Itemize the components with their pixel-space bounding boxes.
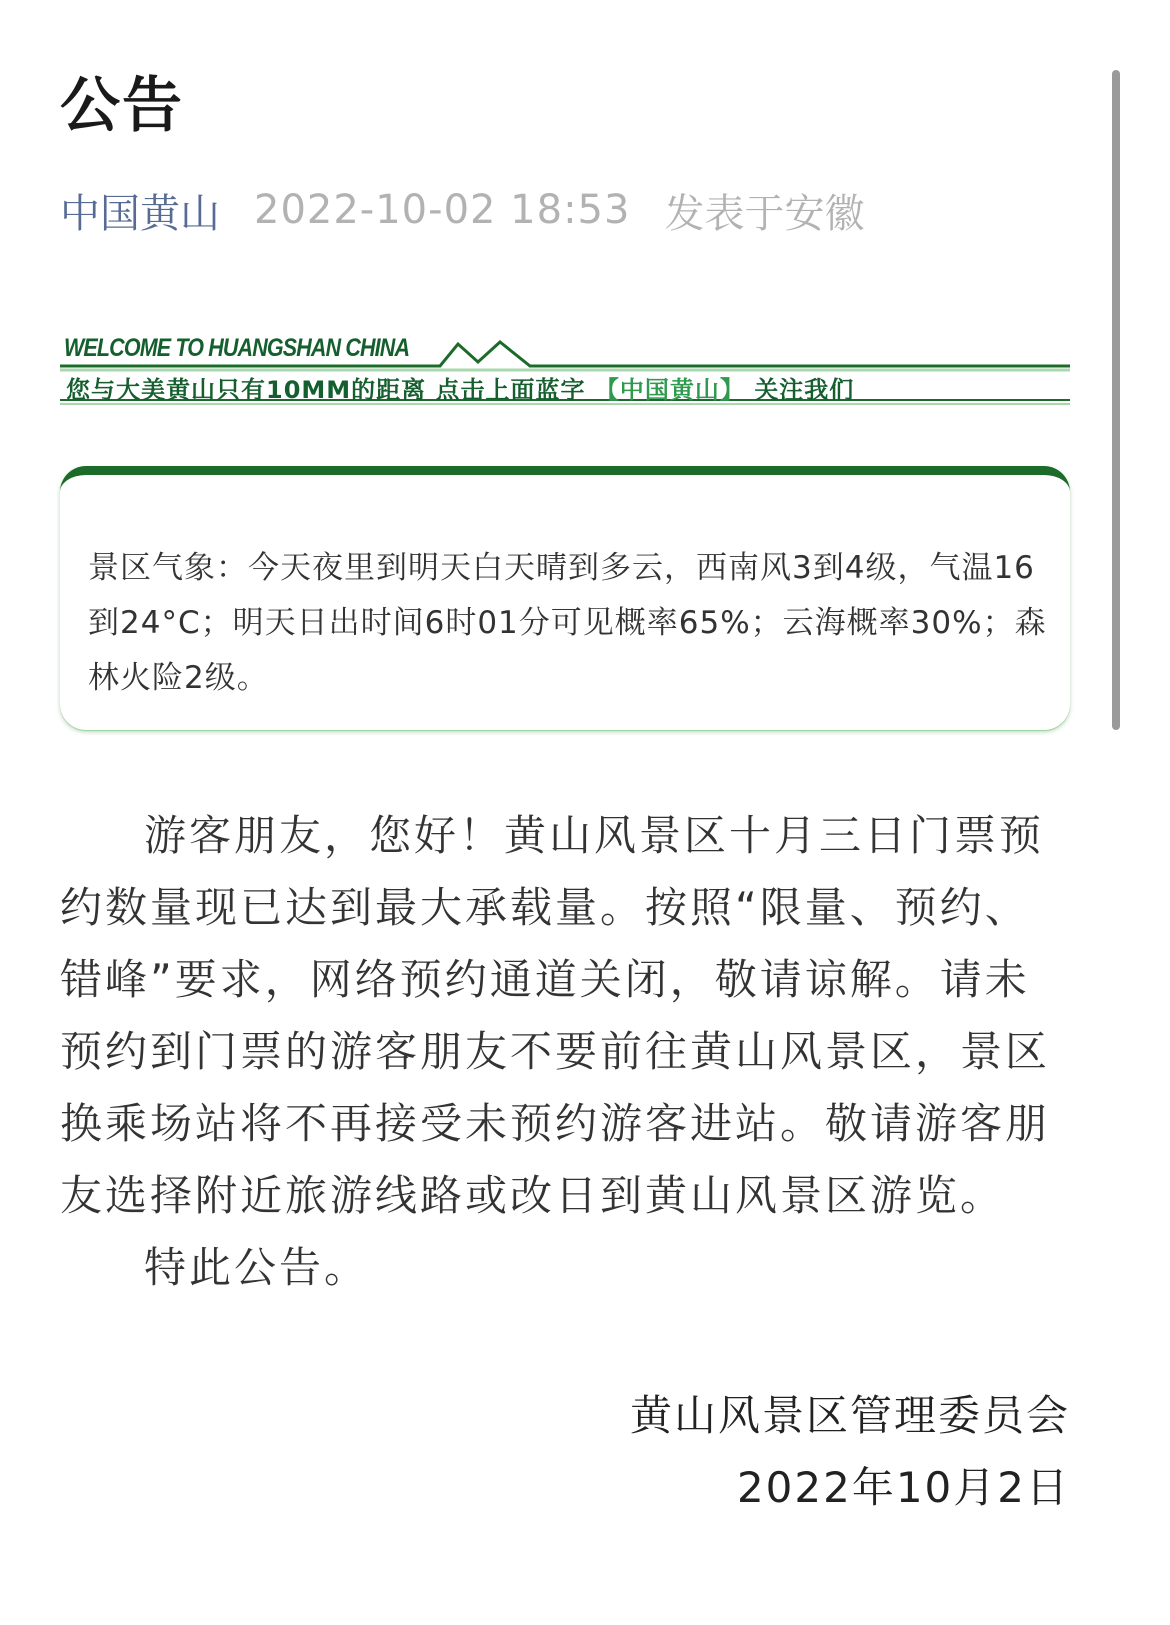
weather-text: 景区气象：今天夜里到明天白天晴到多云，西南风3到4级，气温16到24°C；明天日出时间6时01分可见概率65%；云海概率30%；森林火险2级。 — [88, 550, 1047, 696]
weather-card — [60, 466, 1070, 730]
publish-time: 2022-10-02 18:53 — [254, 187, 631, 233]
banner-slogan-part2: 关注我们 — [754, 376, 855, 404]
banner-slogan-highlight: 【中国黄山】 — [594, 376, 745, 404]
banner-chinese-slogan — [66, 370, 1066, 405]
article-title: 公告 — [60, 71, 184, 141]
announcement-body — [60, 800, 1072, 1304]
signature-date: 2022年10月2日 — [736, 1463, 1070, 1512]
scrollbar[interactable] — [1112, 70, 1120, 730]
publish-location: 发表于安徽 — [664, 190, 865, 237]
article-meta — [60, 182, 864, 238]
account-name-link[interactable]: 中国黄山 — [60, 190, 220, 237]
announcement-closing: 特此公告。 — [144, 1243, 370, 1292]
banner-english-slogan: WELCOME TO HUANGSHAN CHINA — [64, 334, 410, 362]
welcome-banner — [60, 330, 1070, 406]
signature-org: 黄山风景区管理委员会 — [629, 1391, 1070, 1440]
banner-slogan-part1: 您与大美黄山只有10MM的距离 点击上面蓝字 — [66, 376, 586, 404]
announcement-paragraph: 游客朋友，您好！黄山风景区十月三日门票预约数量现已达到最大承载量。按照“限量、预约、错峰”要求，网络预约通道关闭，敬请谅解。请未预约到门票的游客朋友不要前往黄山风景区，景区换乘场站将不再接受未预约游客进站。敬请游客朋友选择附近旅游线路或改日到黄山风景区游览。 — [60, 811, 1051, 1220]
signature-block — [630, 1380, 1070, 1524]
